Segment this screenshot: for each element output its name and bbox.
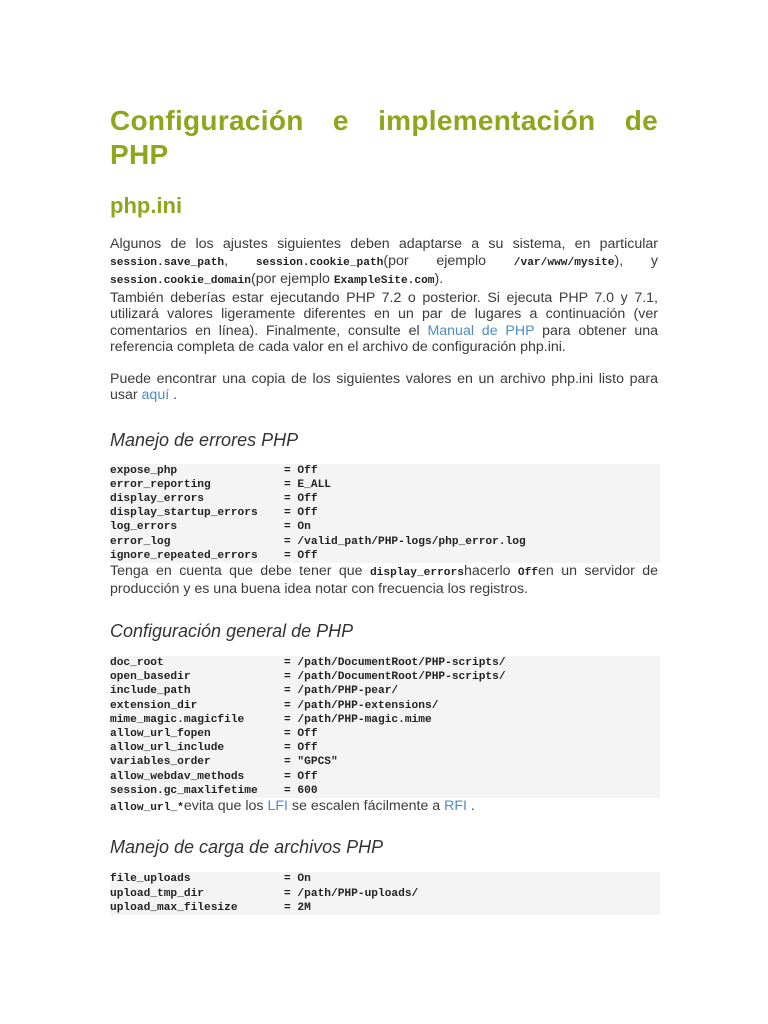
code-value: = Off [284, 507, 318, 520]
code-row [110, 506, 660, 520]
code-value: = On [284, 521, 311, 534]
version-text: para obtener una referencia completa de cada valor en el archivo de configuración php.ini. [110, 322, 659, 355]
code-value: = Off [284, 727, 318, 740]
code-value: = /valid_path/PHP-logs/php_error.log [284, 535, 526, 548]
code-block-uploads [110, 872, 660, 915]
code-value: = /path/PHP-magic.mime [284, 713, 432, 726]
code-key: extension_dir [110, 699, 198, 712]
intro-text: (por ejemplo [251, 271, 334, 287]
lfi-link[interactable]: LFI [267, 797, 288, 814]
code-value: = E_ALL [284, 478, 331, 491]
code-key: ignore_repeated_errors [110, 549, 258, 562]
code-key: expose_php [110, 464, 178, 477]
code-key: allow_url_fopen [110, 727, 211, 740]
code-key: upload_max_filesize [110, 901, 238, 914]
code-value: = 600 [284, 784, 318, 797]
code-row [110, 699, 660, 713]
section-heading-errors: Manejo de errores PHP [110, 429, 299, 450]
code-value: = /path/PHP-extensions/ [284, 699, 439, 712]
code-value: = /path/PHP-pear/ [284, 685, 399, 698]
note-text: . [466, 797, 475, 814]
code-value: = Off [284, 549, 318, 562]
inline-code: session.cookie_domain [110, 275, 251, 287]
copy-note-text: Puede encontrar una copia de los siguientes valores en un archivo php.ini listo para usar [110, 370, 658, 403]
code-row [110, 741, 660, 755]
code-row [110, 784, 660, 798]
code-block-general [110, 656, 660, 798]
inline-code: session.cookie_path [255, 256, 384, 269]
code-key: variables_order [110, 756, 211, 769]
inline-code: /var/www/mysite [513, 256, 615, 269]
intro-text: ). [434, 271, 444, 287]
code-row [110, 478, 660, 492]
code-key: error_log [110, 535, 171, 548]
note-text: Tenga en cuenta que debe tener que [110, 562, 370, 579]
code-row [110, 670, 660, 684]
section-heading-general: Configuración general de PHP [110, 620, 354, 641]
code-value: = /path/PHP-uploads/ [284, 887, 419, 900]
code-row [110, 755, 660, 769]
inline-code: display_errors [369, 566, 464, 579]
code-row [110, 535, 660, 549]
rfi-link[interactable]: RFI [444, 797, 467, 814]
code-key: file_uploads [110, 873, 191, 886]
intro-text: , [224, 252, 256, 269]
section-title-php-ini: php.ini [110, 193, 183, 218]
intro-text: (por ejemplo [383, 252, 514, 269]
code-key: mime_magic.magicfile [110, 713, 245, 726]
inline-code: Off [517, 566, 539, 579]
code-value: = /path/DocumentRoot/PHP-scripts/ [284, 656, 506, 669]
code-value: = /path/DocumentRoot/PHP-scripts/ [284, 671, 506, 684]
code-value: = On [284, 873, 311, 886]
errors-note-paragraph [110, 563, 658, 598]
inline-code: session.save_path [110, 256, 225, 269]
note-text: evita que los [183, 797, 268, 814]
code-row [110, 549, 660, 563]
code-key: display_startup_errors [110, 507, 258, 520]
code-block-errors [110, 464, 660, 563]
section-heading-uploads: Manejo de carga de archivos PHP [110, 837, 384, 858]
intro-text: ), y [614, 252, 658, 269]
code-value: = "GPCS" [284, 756, 338, 769]
intro-paragraph [110, 236, 658, 290]
code-key: allow_webdav_methods [110, 770, 245, 783]
code-row [110, 901, 660, 915]
code-row [110, 872, 660, 886]
code-row [110, 684, 660, 698]
code-key: log_errors [110, 521, 178, 534]
code-row [110, 887, 660, 901]
code-value: = 2M [284, 901, 311, 914]
code-row [110, 727, 660, 741]
code-key: display_errors [110, 492, 204, 505]
note-text: en un servidor de producción y es una buena idea notar con frecuencia los registros. [110, 562, 658, 598]
code-row [110, 464, 660, 478]
code-row [110, 656, 660, 670]
code-row [110, 713, 660, 727]
download-here-link[interactable]: aquí [141, 387, 170, 403]
php-manual-link[interactable]: Manual de PHP [427, 322, 535, 339]
code-key: session.gc_maxlifetime [110, 784, 258, 797]
code-row [110, 520, 660, 534]
note-text: se escalen fácilmente a [287, 797, 445, 814]
inline-code: ExampleSite.com [333, 275, 435, 287]
copy-note-paragraph [110, 371, 658, 404]
code-value: = Off [284, 464, 318, 477]
general-note-paragraph [110, 798, 658, 817]
code-key: open_basedir [110, 671, 191, 684]
code-row [110, 770, 660, 784]
version-paragraph [110, 290, 658, 356]
code-key: error_reporting [110, 478, 211, 491]
copy-note-text: . [169, 387, 178, 403]
code-value: = Off [284, 742, 318, 755]
code-row [110, 492, 660, 506]
note-text: hacerlo [463, 562, 518, 579]
code-value: = Off [284, 770, 318, 783]
code-key: doc_root [110, 656, 164, 669]
intro-text: Algunos de los ajustes siguientes deben adaptarse a su sistema, en particular [110, 236, 658, 252]
version-text: También deberías estar ejecutando PHP 7.2 o posterior. Si ejecuta PHP 7.0 y 7.1, utilizará valores ligeramente diferentes en un par de lugares a continuación (ver comentarios en línea). Finalmente, consulte el [110, 289, 658, 339]
code-key: allow_url_include [110, 742, 225, 755]
inline-code: allow_url_* [110, 801, 184, 814]
article [110, 104, 658, 915]
page-title: Configuración e implementación de PHP [110, 105, 658, 170]
code-key: upload_tmp_dir [110, 887, 204, 900]
code-key: include_path [110, 685, 191, 698]
code-value: = Off [284, 492, 318, 505]
